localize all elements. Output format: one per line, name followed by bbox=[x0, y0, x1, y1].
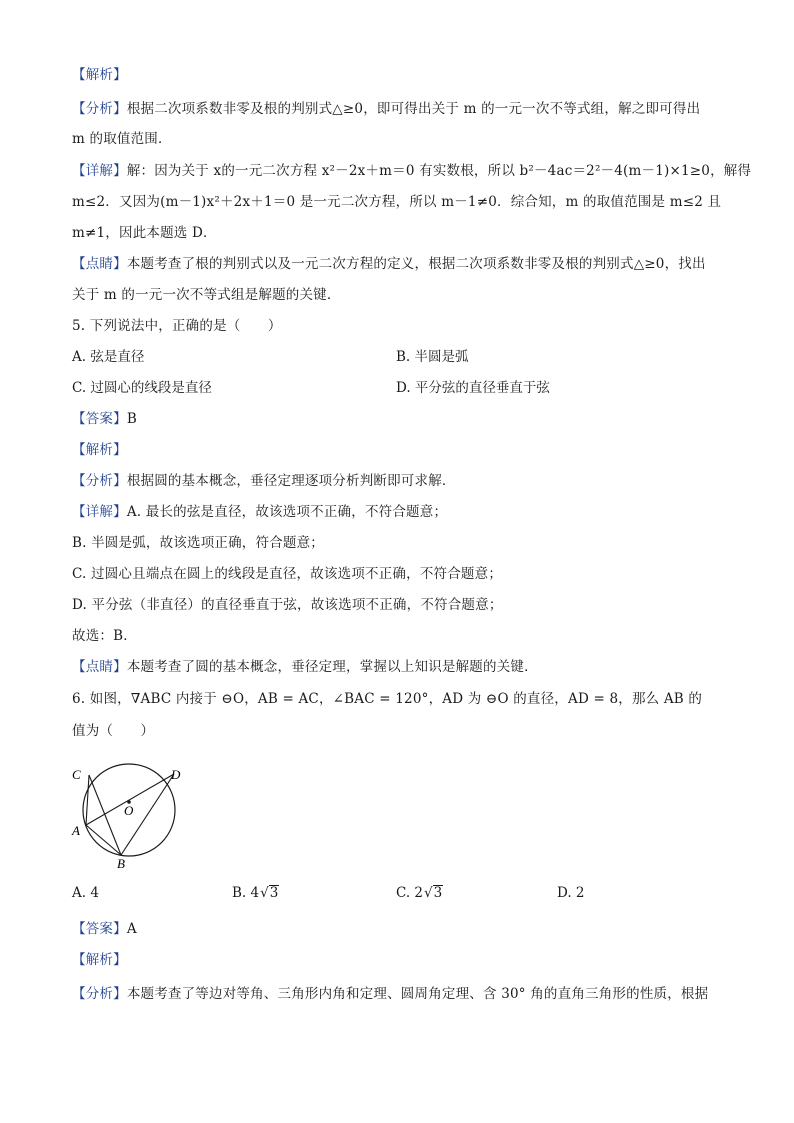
label-d: D bbox=[171, 767, 181, 782]
question-5-stem: 5. 下列说法中，正确的是（ ） bbox=[72, 318, 282, 334]
label-o: O bbox=[124, 803, 134, 818]
question-6-stem: 6. 如图，∇ABC 内接于 ⊖O，AB = AC，∠BAC = 120°，AD 为 ⊖O 的直径，AD = 8，那么 AB 的 bbox=[72, 691, 703, 707]
detail-b: B. 半圆是弧，故该选项正确，符合题意； bbox=[72, 535, 325, 551]
comment-text: 【点睛】本题考查了根的判别式以及一元二次方程的定义，根据二次项系数非零及根的判别式△≥0，找出 bbox=[72, 256, 706, 272]
analysis-text-2: 【分析】根据圆的基本概念，垂径定理逐项分析判断即可求解． bbox=[72, 473, 456, 489]
analysis-heading: 【解析】 bbox=[72, 67, 127, 83]
analysis-heading-2: 【解析】 bbox=[72, 442, 127, 458]
q6-option-b: B. 4√3 bbox=[232, 885, 279, 901]
question-6-stem-cont: 值为（ ） bbox=[72, 723, 155, 739]
label-a: A bbox=[72, 823, 80, 838]
analysis-text-3: 【分析】本题考查了等边对等角、三角形内角和定理、圆周角定理、含 30° 角的直角三角形的性质，根据 bbox=[72, 986, 709, 1002]
answer-line-2: 【答案】A bbox=[72, 921, 137, 937]
analysis-text: 【分析】根据二次项系数非零及根的判别式△≥0，即可得出关于 m 的一元一次不等式组，解之即可得出 bbox=[72, 101, 701, 117]
detail-c: C. 过圆心且端点在圆上的线段是直径，故该选项不正确，不符合题意； bbox=[72, 566, 503, 582]
choice-line: 故选：B． bbox=[72, 628, 137, 644]
detail-text-2: 【详解】A. 最长的弦是直径，故该选项不正确，不符合题意； bbox=[72, 504, 448, 520]
label-b: B bbox=[117, 856, 125, 870]
comment-text-cont: 关于 m 的一元一次不等式组是解题的关键． bbox=[72, 287, 341, 303]
q6-option-a: A. 4 bbox=[72, 885, 99, 901]
q5-option-d: D. 平分弦的直径垂直于弦 bbox=[396, 380, 550, 396]
chord-ab bbox=[86, 825, 121, 855]
detail-text-cont-1: m≤2．又因为(m－1)x²＋2x＋1＝0 是一元二次方程，所以 m－1≠0．综合知，m 的取值范围是 m≤2 且 bbox=[72, 194, 722, 210]
q6-option-d: D. 2 bbox=[557, 885, 585, 901]
circle-figure bbox=[66, 762, 196, 870]
detail-text: 【详解】解：因为关于 x的一元二次方程 x²－2x＋m＝0 有实数根，所以 b²－4ac＝2²－4(m－1)×1≥0，解得 bbox=[72, 163, 752, 179]
detail-text-cont-2: m≠1，因此本题选 D． bbox=[72, 225, 217, 241]
detail-d: D. 平分弦（非直径）的直径垂直于弦，故该选项不正确，不符合题意； bbox=[72, 597, 503, 613]
q5-option-c: C. 过圆心的线段是直径 bbox=[72, 380, 212, 396]
chord-ca bbox=[86, 775, 89, 825]
comment-text-2: 【点睛】本题考查了圆的基本概念，垂径定理，掌握以上知识是解题的关键． bbox=[72, 659, 538, 675]
q5-option-b: B. 半圆是弧 bbox=[396, 349, 469, 365]
label-c: C bbox=[72, 767, 81, 782]
answer-line: 【答案】B bbox=[72, 411, 137, 427]
q6-option-c: C. 2√3 bbox=[396, 885, 443, 901]
chord-cb bbox=[89, 775, 121, 855]
analysis-heading-3: 【解析】 bbox=[72, 952, 127, 968]
q5-option-a: A. 弦是直径 bbox=[72, 349, 145, 365]
analysis-text-cont: m 的取值范围． bbox=[72, 131, 172, 147]
